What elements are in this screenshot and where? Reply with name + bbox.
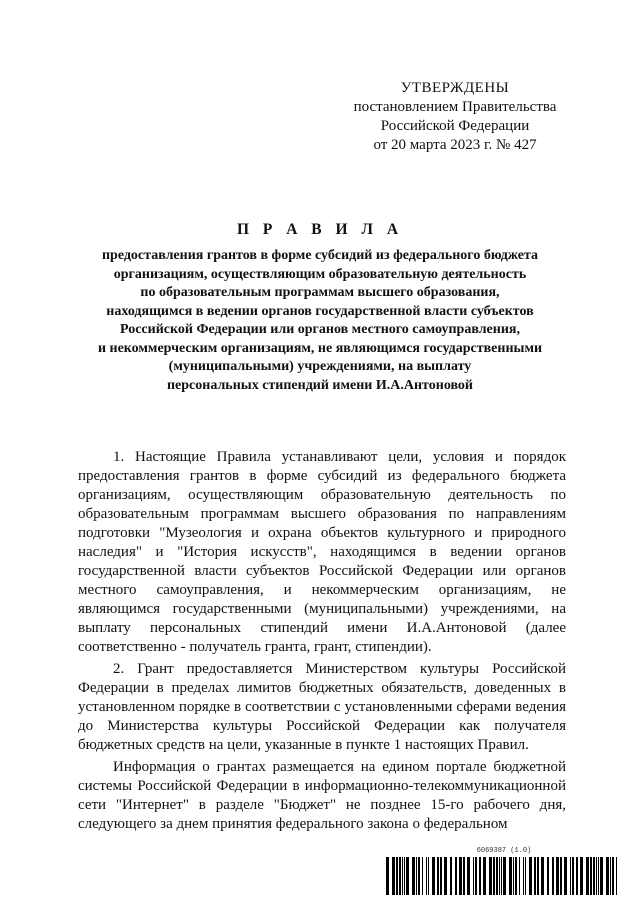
subtitle-line: персональных стипендий имени И.А.Антоновой	[166, 377, 473, 393]
approval-line-decree: постановлением Правительства	[353, 99, 557, 115]
subtitle-line: по образовательным программам высшего образования,	[140, 285, 500, 300]
subtitle-line: и некоммерческим организациям, не являющимся государственными	[97, 340, 543, 356]
document-subtitle	[70, 247, 570, 395]
document-title: П Р А В И Л А	[236, 221, 404, 238]
subtitle-line: находящимся в ведении органов государственной власти субъектов	[106, 303, 534, 319]
document-barcode	[384, 847, 624, 897]
subtitle-line: предоставления грантов в форме субсидий из федерального бюджета	[101, 248, 539, 263]
subtitle-line: организациям, осуществляющим образовательную деятельность	[113, 266, 527, 282]
barcode-image	[384, 857, 624, 895]
paragraph-3: Информация о грантах размещается на едином портале бюджетной системы Российской Федерации в информационно-телекоммуникационной сети "Интернет" в разделе "Бюджет" не позднее 15-го рабочего дня, следующего за днем принятия федерального закона о федеральном	[78, 759, 566, 832]
paragraph-1: 1. Настоящие Правила устанавливают цели, условия и порядок предоставления грантов в форме субсидий из федерального бюджета организациям, осуществляющим образовательную деятельность по образовательным программам высшего образования по направлениям подготовки "Музеология и охрана объектов культурного и природного наследия" и "История искусств", находящимся в ведении органов государственной власти субъектов Российской Федерации или органов местного самоуправления, и некоммерческим организациям, не являющимся государственными (муниципальными) учреждениями, на выплату персональных стипендий имени И.А.Антоновой (далее соответственно - получатель гранта, грант, стипендии).	[78, 449, 566, 655]
approval-line-date-number: от 20 марта 2023 г. № 427	[373, 137, 537, 153]
barcode-number: 6069387 (1.0)	[476, 847, 532, 855]
subtitle-line: (муниципальными) учреждениями, на выплату	[168, 359, 472, 374]
approval-line-federation: Российской Федерации	[380, 118, 530, 134]
subtitle-line: Российской Федерации или органов местного самоуправления,	[120, 322, 520, 337]
approval-block	[330, 79, 580, 155]
paragraph-2: 2. Грант предоставляется Министерством культуры Российской Федерации в пределах лимитов бюджетных обязательств, доведенных в установленном порядке в соответствии с установленными сферами ведения до Министерства культуры Российской Федерации как получателя бюджетных средств на цели, указанные в пункте 1 настоящих Правил.	[78, 661, 566, 753]
document-body	[78, 448, 566, 837]
approval-heading: УТВЕРЖДЕНЫ	[400, 80, 510, 96]
